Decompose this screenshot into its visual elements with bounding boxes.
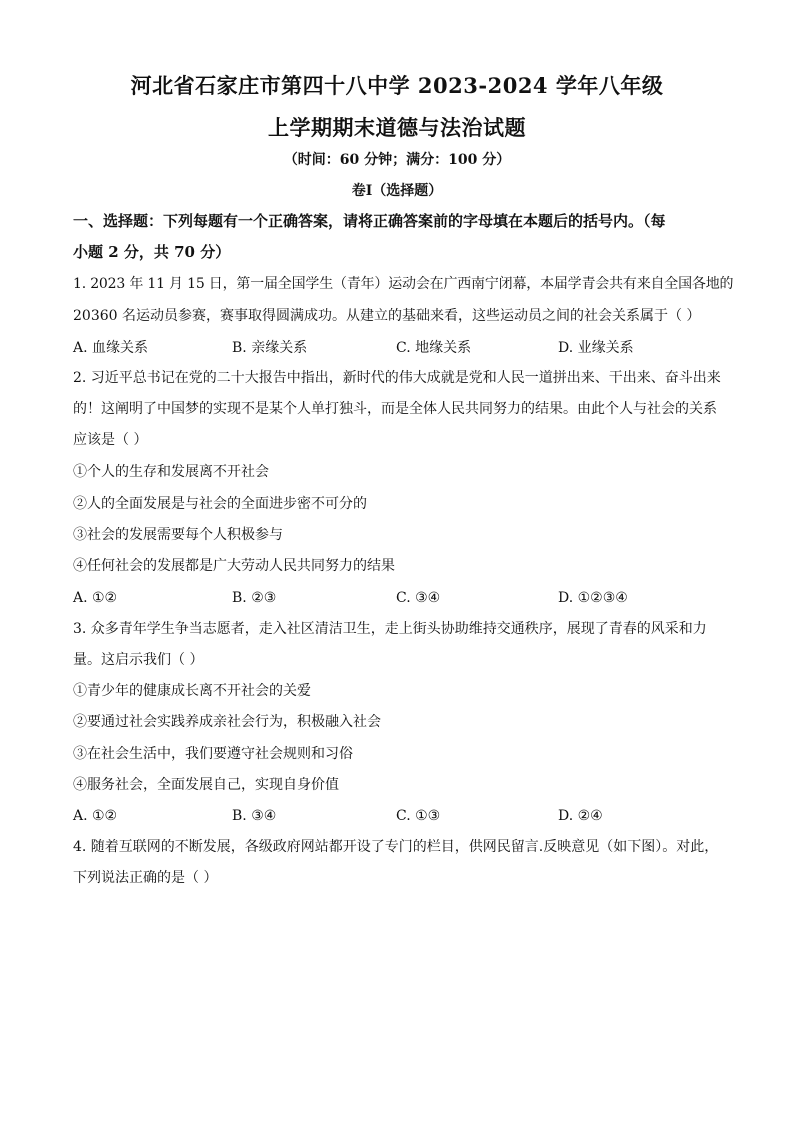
question-text-line: 4. 随着互联网的不断发展，各级政府网站都开设了专门的栏目，供网民留言.反映意见（如下图）。对此，	[73, 839, 719, 855]
statement-2: ②要通过社会实践养成亲社会行为，积极融入社会	[73, 714, 381, 730]
question-text-line: 20360 名运动员参赛，赛事取得圆满成功。从建立的基础来看，这些运动员之间的社会关系属于（ ）	[73, 308, 701, 324]
statement-2: ②人的全面发展是与社会的全面进步密不可分的	[73, 496, 367, 512]
question-text-line: 1. 2023 年 11 月 15 日，第一届全国学生（青年）运动会在广西南宁闭幕，本届学青会共有来自全国各地的	[73, 276, 734, 292]
exam-time-score: （时间：60 分钟；满分：100 分）	[283, 152, 511, 168]
option-d: D. 业缘关系	[558, 340, 634, 356]
exam-title-line2: 上学期期末道德与法治试题	[268, 115, 526, 140]
option-a: A. ①②	[73, 808, 118, 824]
question-text-line: 2. 习近平总书记在党的二十大报告中指出，新时代的伟大成就是党和人民一道拼出来、干出来、奋斗出来	[73, 370, 721, 386]
option-a: A. 血缘关系	[73, 340, 149, 356]
section-heading-line1: 一、选择题：下列每题有一个正确答案，请将正确答案前的字母填在本题后的括号内。（每	[73, 212, 666, 230]
volume-label: 卷Ⅰ（选择题）	[351, 183, 443, 199]
option-b: B. ③④	[232, 808, 277, 824]
option-b: B. 亲缘关系	[232, 340, 308, 356]
question-text-line: 的！这阐明了中国梦的实现不是某个人单打独斗，而是全体人民共同努力的结果。由此个人与社会的关系	[73, 401, 717, 417]
statement-4: ④任何社会的发展都是广大劳动人民共同努力的结果	[73, 558, 395, 574]
option-c: C. ③④	[396, 590, 441, 606]
statement-1: ①青少年的健康成长离不开社会的关爱	[73, 683, 311, 699]
option-d: D. ①②③④	[558, 590, 628, 606]
section-heading-line2: 小题 2 分，共 70 分）	[73, 243, 231, 261]
statement-1: ①个人的生存和发展离不开社会	[73, 464, 269, 480]
option-c: C. 地缘关系	[396, 340, 472, 356]
question-text-line: 应该是（ ）	[73, 432, 148, 448]
question-text-line: 量。这启示我们（ ）	[73, 652, 204, 668]
statement-4: ④服务社会，全面发展自己，实现自身价值	[73, 777, 339, 793]
option-a: A. ①②	[73, 590, 118, 606]
question-text-line: 下列说法正确的是（ ）	[73, 870, 218, 886]
option-c: C. ①③	[396, 808, 441, 824]
statement-3: ③在社会生活中，我们要遵守社会规则和习俗	[73, 746, 353, 762]
option-b: B. ②③	[232, 590, 277, 606]
question-text-line: 3. 众多青年学生争当志愿者，走入社区清洁卫生，走上街头协助维持交通秩序，展现了青春的风采和力	[73, 621, 707, 637]
exam-title-line1: 河北省石家庄市第四十八中学 2023-2024 学年八年级	[130, 73, 664, 98]
option-d: D. ②④	[558, 808, 603, 824]
statement-3: ③社会的发展需要每个人积极参与	[73, 527, 283, 543]
